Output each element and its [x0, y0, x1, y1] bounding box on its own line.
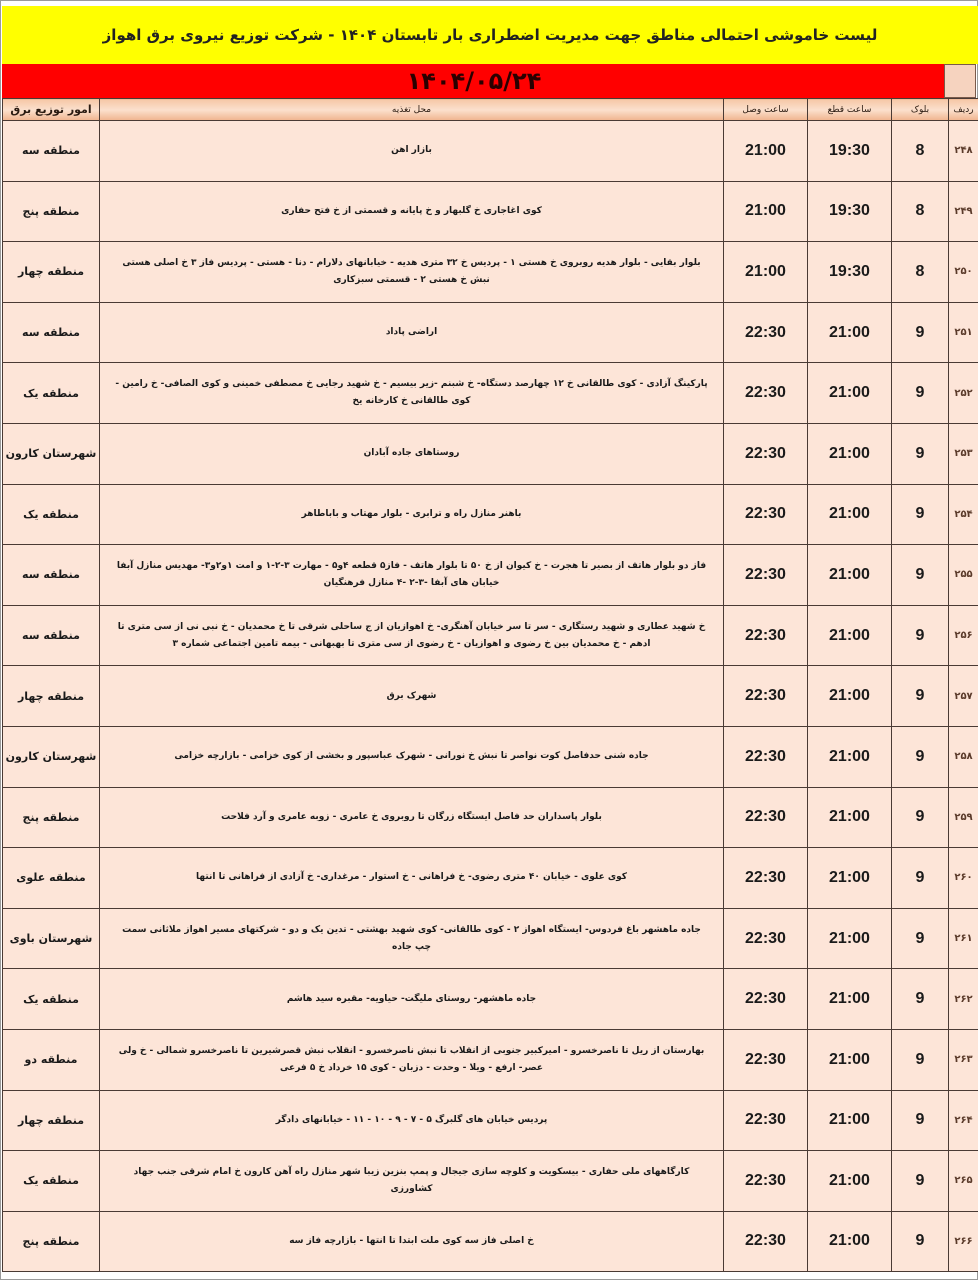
connect-time: 22:30	[724, 1029, 808, 1090]
block-number: 9	[892, 423, 949, 484]
cut-time: 21:00	[808, 605, 892, 666]
connect-time: 21:00	[724, 121, 808, 182]
table-row	[3, 908, 978, 969]
block-number: 9	[892, 484, 949, 545]
block-number: 9	[892, 666, 949, 727]
feed-location: بلوار بقایی - بلوار هدیه روبروی خ هستی ۱ - پردیس خ ۳۲ متری هدیه - خیابانهای دلارام - دنا - هستی - پردیس فاز ۳ خ اصلی هستی نبش خ هستی ۲ - قسمتی سبزکاری	[100, 242, 724, 303]
distribution-region: منطقه یک	[3, 969, 100, 1030]
row-index: ۲۵۹	[949, 787, 978, 848]
feed-location: خ شهید عطاری و شهید رستگاری - سر تا سر خیابان آهنگری- خ اهوازیان از ج ساحلی شرقی تا خ محمدیان - خ نبی نی از سی متری تا ادهم - خ محمدیان بین خ رضوی و اهوازیان - خ رضوی از سی متری تا بهبهانی - بیمه تامین اجتماعی شماره ۳	[100, 605, 724, 666]
distribution-region: منطقه سه	[3, 605, 100, 666]
connect-time: 22:30	[724, 423, 808, 484]
row-index: ۲۶۱	[949, 908, 978, 969]
block-number: 9	[892, 1211, 949, 1272]
feed-location: بلوار پاسداران حد فاصل ایستگاه زرگان تا روبروی خ عامری - زوبه عامری و آرد فلاحت	[100, 787, 724, 848]
connect-time: 22:30	[724, 908, 808, 969]
feed-location: کوی اغاجاری خ گلبهار و خ پایانه و قسمتی از خ فتح حفاری	[100, 181, 724, 242]
column-header-block: بلوک	[892, 99, 949, 121]
row-index: ۲۵۸	[949, 726, 978, 787]
block-number: 9	[892, 545, 949, 606]
table-row	[3, 545, 978, 606]
cut-time: 21:00	[808, 423, 892, 484]
connect-time: 22:30	[724, 787, 808, 848]
feed-location: جاده شنی حدفاصل کوت نواصر تا نبش خ نورانی - شهرک عباسپور و بخشی از کوی خزامی - بازارچه خزامی	[100, 726, 724, 787]
distribution-region: منطقه پنج	[3, 1211, 100, 1272]
row-index: ۲۴۸	[949, 121, 978, 182]
feed-location: خ اصلی فاز سه کوی ملت ابتدا تا انتها - بازارچه فاز سه	[100, 1211, 724, 1272]
connect-time: 22:30	[724, 363, 808, 424]
cut-time: 21:00	[808, 666, 892, 727]
block-number: 8	[892, 242, 949, 303]
row-index: ۲۶۲	[949, 969, 978, 1030]
row-index: ۲۵۷	[949, 666, 978, 727]
cut-time: 21:00	[808, 1211, 892, 1272]
row-index: ۲۵۵	[949, 545, 978, 606]
row-index: ۲۵۶	[949, 605, 978, 666]
row-index: ۲۶۳	[949, 1029, 978, 1090]
table-row	[3, 121, 978, 182]
table-row	[3, 1151, 978, 1212]
column-header-region: امور توزیع برق	[3, 99, 100, 121]
schedule-date: ۱۴۰۴/۰۵/۲۴	[2, 64, 946, 98]
row-index: ۲۵۲	[949, 363, 978, 424]
page-title: لیست خاموشی احتمالی مناطق جهت مدیریت اضطراری بار تابستان ۱۴۰۴ - شرکت توزیع نیروی برق اهواز	[2, 6, 978, 64]
feed-location: جاده ماهشهر باغ فردوس- ایستگاه اهواز ۲ - کوی طالقانی- کوی شهید بهشتی - تدین یک و دو - شرکتهای مسیر اهواز ملاثانی سمت چپ جاده	[100, 908, 724, 969]
row-index: ۲۴۹	[949, 181, 978, 242]
cut-time: 21:00	[808, 908, 892, 969]
distribution-region: منطقه چهار	[3, 666, 100, 727]
row-index: ۲۵۱	[949, 302, 978, 363]
distribution-region: منطقه سه	[3, 302, 100, 363]
feed-location: فاز دو بلوار هاتف از بصیر تا هجرت - خ کیوان از خ ۵۰ تا بلوار هاتف - فاز۵ قطعه ۴و۵ - مهارت ۳-۲-۱ و امت ۱و۲و۳- مهدیس منازل آبفا خیابان های آبفا -۳-۲ -۴ منازل فرهنگیان	[100, 545, 724, 606]
table-row	[3, 423, 978, 484]
cut-time: 21:00	[808, 1029, 892, 1090]
outage-table	[2, 98, 978, 1272]
connect-time: 22:30	[724, 1151, 808, 1212]
row-index: ۲۶۶	[949, 1211, 978, 1272]
cut-time: 21:00	[808, 726, 892, 787]
cut-time: 21:00	[808, 969, 892, 1030]
distribution-region: منطقه پنج	[3, 787, 100, 848]
table-row	[3, 666, 978, 727]
distribution-region: منطقه یک	[3, 363, 100, 424]
cut-time: 21:00	[808, 848, 892, 909]
table-header-row	[3, 99, 978, 121]
connect-time: 21:00	[724, 181, 808, 242]
table-row	[3, 242, 978, 303]
cut-time: 21:00	[808, 484, 892, 545]
feed-location: پردیس خیابان های گلبرگ ۵ - ۷ - ۹ - ۱۰ - ۱۱ - خیابانهای دادگر	[100, 1090, 724, 1151]
connect-time: 22:30	[724, 545, 808, 606]
column-header-cut-time: ساعت قطع	[808, 99, 892, 121]
row-index: ۲۵۳	[949, 423, 978, 484]
block-number: 9	[892, 848, 949, 909]
cut-time: 21:00	[808, 545, 892, 606]
cut-time: 19:30	[808, 181, 892, 242]
column-header-location: محل تغذیه	[100, 99, 724, 121]
corner-cell	[944, 64, 976, 98]
row-index: ۲۵۰	[949, 242, 978, 303]
feed-location: بهارستان از ریل تا ناصرخسرو - امیرکبیر جنوبی از انقلاب تا نبش ناصرخسرو - انقلاب نبش قصرشیرین تا ناصرخسرو شمالی - خ ولی عصر- ارفع - ویلا - وحدت - دزبان - کوی ۱۵ خرداد خ ۵ فرعی	[100, 1029, 724, 1090]
feed-location: روستاهای جاده آبادان	[100, 423, 724, 484]
block-number: 9	[892, 363, 949, 424]
table-row	[3, 605, 978, 666]
cut-time: 19:30	[808, 242, 892, 303]
connect-time: 22:30	[724, 969, 808, 1030]
feed-location: جاده ماهشهر- روستای ملیگت- حیاویه- مقبره سید هاشم	[100, 969, 724, 1030]
table-row	[3, 1211, 978, 1272]
row-index: ۲۵۴	[949, 484, 978, 545]
block-number: 9	[892, 1090, 949, 1151]
distribution-region: منطقه چهار	[3, 1090, 100, 1151]
block-number: 9	[892, 605, 949, 666]
table-row	[3, 484, 978, 545]
table-row	[3, 181, 978, 242]
table-row	[3, 302, 978, 363]
column-header-connect-time: ساعت وصل	[724, 99, 808, 121]
connect-time: 22:30	[724, 605, 808, 666]
cut-time: 21:00	[808, 302, 892, 363]
table-row	[3, 848, 978, 909]
connect-time: 21:00	[724, 242, 808, 303]
cut-time: 21:00	[808, 1151, 892, 1212]
distribution-region: شهرستان کارون	[3, 726, 100, 787]
table-row	[3, 787, 978, 848]
block-number: 9	[892, 1029, 949, 1090]
cut-time: 21:00	[808, 787, 892, 848]
block-number: 8	[892, 181, 949, 242]
block-number: 9	[892, 969, 949, 1030]
row-index: ۲۶۵	[949, 1151, 978, 1212]
cut-time: 19:30	[808, 121, 892, 182]
block-number: 9	[892, 908, 949, 969]
connect-time: 22:30	[724, 1090, 808, 1151]
block-number: 9	[892, 1151, 949, 1212]
cut-time: 21:00	[808, 1090, 892, 1151]
row-index: ۲۶۰	[949, 848, 978, 909]
block-number: 9	[892, 302, 949, 363]
connect-time: 22:30	[724, 1211, 808, 1272]
table-row	[3, 1029, 978, 1090]
distribution-region: منطقه چهار	[3, 242, 100, 303]
connect-time: 22:30	[724, 302, 808, 363]
distribution-region: منطقه پنج	[3, 181, 100, 242]
block-number: 9	[892, 787, 949, 848]
table-row	[3, 969, 978, 1030]
distribution-region: شهرستان باوی	[3, 908, 100, 969]
feed-location: اراضی پاداد	[100, 302, 724, 363]
distribution-region: شهرستان کارون	[3, 423, 100, 484]
column-header-index: ردیف	[949, 99, 978, 121]
distribution-region: منطقه علوی	[3, 848, 100, 909]
row-index: ۲۶۴	[949, 1090, 978, 1151]
feed-location: کوی علوی - خیابان ۴۰ متری رضوی- خ فراهانی - خ استوار - مرغداری- خ آزادی از فراهانی تا انتها	[100, 848, 724, 909]
connect-time: 22:30	[724, 666, 808, 727]
feed-location: بازار اهن	[100, 121, 724, 182]
table-row	[3, 1090, 978, 1151]
feed-location: کارگاههای ملی حفاری - بیسکویت و کلوچه سازی جیجال و پمپ بنزین زیبا شهر منازل راه آهن کارون خ امام شرقی جنب جهاد کشاورزی	[100, 1151, 724, 1212]
connect-time: 22:30	[724, 848, 808, 909]
distribution-region: منطقه دو	[3, 1029, 100, 1090]
feed-location: شهرک برق	[100, 666, 724, 727]
connect-time: 22:30	[724, 484, 808, 545]
block-number: 9	[892, 726, 949, 787]
distribution-region: منطقه سه	[3, 545, 100, 606]
table-row	[3, 726, 978, 787]
distribution-region: منطقه یک	[3, 484, 100, 545]
table-body	[3, 121, 978, 1272]
feed-location: باهنر منازل راه و ترابری - بلوار مهتاب و باباطاهر	[100, 484, 724, 545]
connect-time: 22:30	[724, 726, 808, 787]
feed-location: پارکینگ آزادی - کوی طالقانی خ ۱۲ چهارصد دستگاه- خ شبنم -زیر بیسیم - خ شهید رجایی خ مصطفی خمینی و کوی الصافی- خ رامین - کوی طالقانی خ کارخانه یخ	[100, 363, 724, 424]
distribution-region: منطقه یک	[3, 1151, 100, 1212]
distribution-region: منطقه سه	[3, 121, 100, 182]
block-number: 8	[892, 121, 949, 182]
table-row	[3, 363, 978, 424]
cut-time: 21:00	[808, 363, 892, 424]
